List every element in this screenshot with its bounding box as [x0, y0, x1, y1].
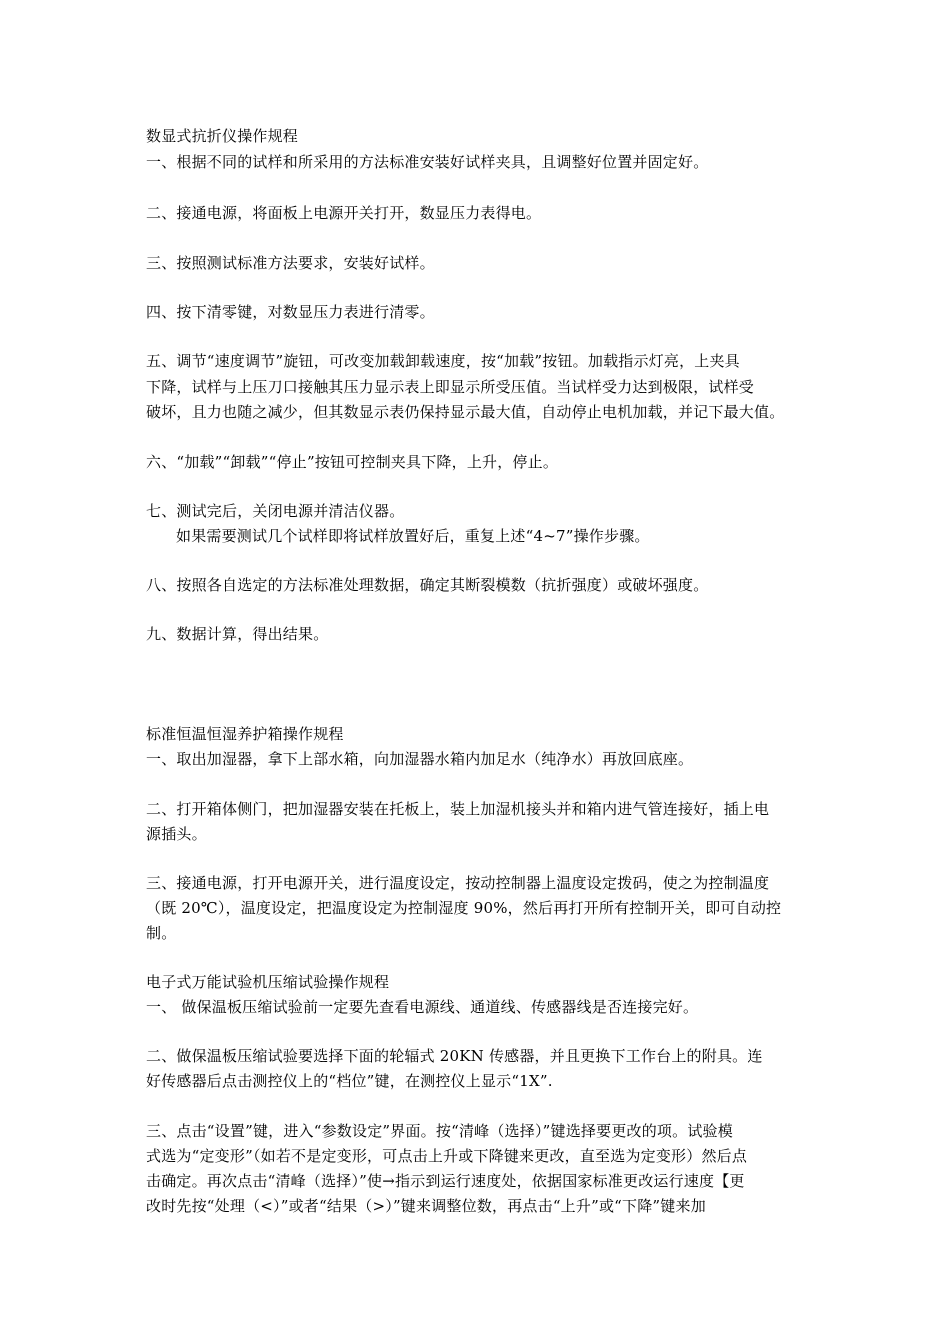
universal-step-2-line-1: 二、做保温板压缩试验要选择下面的轮辐式 20KN 传感器，并且更换下工作台上的附具。连: [146, 1047, 763, 1065]
curing-step-3-line-2: （既 20℃），温度设定，把温度设定为控制湿度 90%，然后再打开所有控制开关，即可自动控: [146, 899, 782, 917]
flexural-step-5-line-2: 下降，试样与上压刀口接触其压力显示表上即显示所受压值。当试样受力达到极限，试样受: [146, 378, 755, 396]
universal-step-2-line-2: 好传感器后点击测控仪上的“档位”键，在测控仪上显示“1X”.: [146, 1072, 553, 1090]
flexural-step-5-line-3: 破坏，且力也随之减少，但其数显示表仍保持显示最大值，自动停止电机加载，并记下最大值。: [146, 403, 785, 421]
flexural-step-2: 二、接通电源，将面板上电源开关打开，数显压力表得电。: [146, 204, 542, 222]
section-title-flexural-tester: 数显式抗折仪操作规程: [146, 127, 299, 145]
flexural-step-8: 八、按照各自选定的方法标准处理数据，确定其断裂模数（抗折强度）或破坏强度。: [146, 576, 709, 594]
curing-step-2-line-1: 二、打开箱体侧门，把加湿器安装在托板上，装上加湿机接头并和箱内进气管连接好，插上电: [146, 800, 770, 818]
universal-step-3-line-3: 击确定。再次点击“清峰（选择）”使→指示到运行速度处，依据国家标准更改运行速度【更: [146, 1172, 745, 1190]
section-title-universal-tester: 电子式万能试验机压缩试验操作规程: [146, 973, 390, 991]
universal-step-3-line-4: 改时先按“处理（<）”或者“结果（>）”键来调整位数，再点击“上升”或“下降”键来加: [146, 1197, 706, 1215]
universal-step-1: 一、 做保温板压缩试验前一定要先查看电源线、通道线、传感器线是否连接完好。: [146, 998, 699, 1016]
curing-step-3-line-1: 三、接通电源，打开电源开关，进行温度设定，按动控制器上温度设定拨码，使之为控制温度: [146, 874, 770, 892]
section-title-curing-chamber: 标准恒温恒湿养护箱操作规程: [146, 725, 344, 743]
flexural-step-4: 四、按下清零键，对数显压力表进行清零。: [146, 303, 435, 321]
flexural-step-9: 九、数据计算，得出结果。: [146, 625, 329, 643]
flexural-step-6: 六、“加载”“卸载”“停止”按钮可控制夹具下降，上升，停止。: [146, 453, 559, 471]
curing-step-2-line-2: 源插头。: [146, 825, 207, 843]
flexural-step-7-note: 如果需要测试几个试样即将试样放置好后，重复上述“4~7”操作步骤。: [176, 527, 650, 545]
flexural-step-3: 三、按照测试标准方法要求，安装好试样。: [146, 254, 435, 272]
curing-step-1: 一、取出加湿器，拿下上部水箱，向加湿器水箱内加足水（纯净水）再放回底座。: [146, 750, 694, 768]
flexural-step-7: 七、测试完后，关闭电源并清洁仪器。: [146, 502, 405, 520]
universal-step-3-line-1: 三、点击“设置”键，进入“参数设定”界面。按“清峰（选择）”键选择要更改的项。试验模: [146, 1122, 733, 1140]
universal-step-3-line-2: 式选为“定变形”（如若不是定变形，可点击上升或下降键来更改，直至选为定变形）然后点: [146, 1147, 748, 1165]
flexural-step-1: 一、根据不同的试样和所采用的方法标准安装好试样夹具，且调整好位置并固定好。: [146, 153, 709, 171]
curing-step-3-line-3: 制。: [146, 924, 177, 942]
flexural-step-5-line-1: 五、调节“速度调节”旋钮，可改变加载卸载速度，按“加载”按钮。加载指示灯亮，上夹具: [146, 352, 740, 370]
